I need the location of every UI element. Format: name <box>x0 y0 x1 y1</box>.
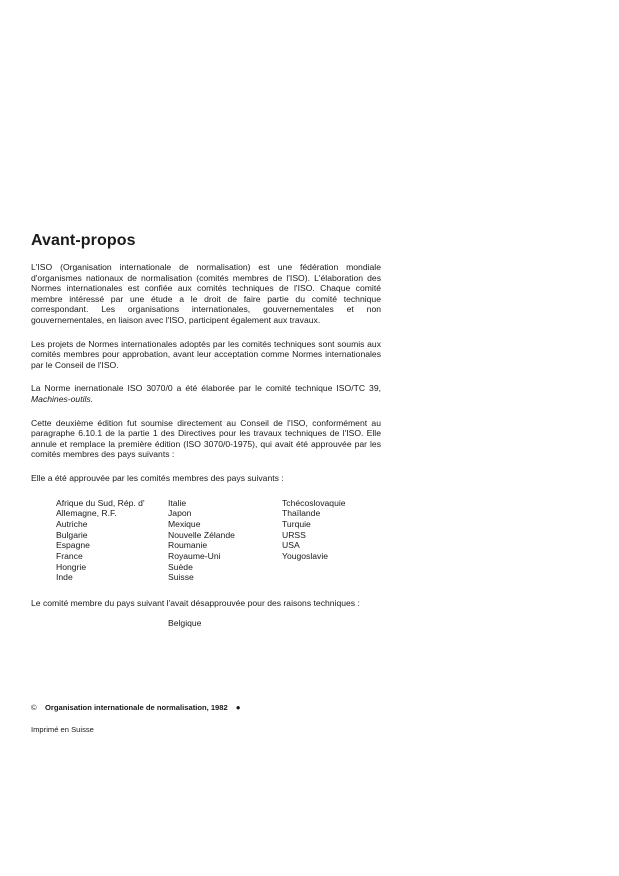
country-item: Bulgarie <box>56 529 88 540</box>
country-column-1 <box>56 498 145 584</box>
country-item: Allemagne, R.F. <box>56 508 117 519</box>
country-item: Espagne <box>56 540 90 551</box>
country-item: Hongrie <box>56 561 87 572</box>
printed-in: Imprimé en Suisse <box>31 725 94 734</box>
paragraph-second-edition: Cette deuxième édition fut soumise directement au Conseil de l'ISO, conformément au paragraphe 6.10.1 de la partie 1 des Directives pour les travaux techniques de l'ISO. Elle annule et remplace la première édition (ISO 3070/0-1975), qui avait été approuvée par les comités membres des pays suivants : <box>31 417 381 460</box>
country-item: Suède <box>168 561 193 572</box>
technical-committee-text: La Norme inernationale ISO 3070/0 a été élaborée par le comité technique ISO/TC 39, <box>31 383 381 394</box>
country-item: URSS <box>282 529 306 540</box>
country-item: Turquie <box>282 518 311 529</box>
country-item: Yougoslavie <box>282 551 329 562</box>
country-column-2 <box>168 498 235 584</box>
paragraph-approved-by: Elle a été approuvée par les comités membres des pays suivants : <box>31 472 284 483</box>
country-item: Italie <box>168 497 187 508</box>
foreword-section <box>31 232 381 628</box>
country-item: Afrique du Sud, Rép. d' <box>56 497 145 508</box>
country-item: USA <box>282 540 300 551</box>
country-item: France <box>56 551 83 562</box>
disapproving-country: Belgique <box>168 618 202 629</box>
country-item: Mexique <box>168 518 201 529</box>
approving-countries <box>31 498 381 586</box>
country-item: Inde <box>56 572 73 583</box>
page-title: Avant-propos <box>31 232 136 249</box>
copyright-icon: © <box>31 703 37 712</box>
copyright-text: Organisation internationale de normalisation, 1982 <box>45 703 228 712</box>
country-item: Royaume-Uni <box>168 551 221 562</box>
country-item: Tchécoslovaquie <box>282 497 346 508</box>
country-item: Autriche <box>56 518 88 529</box>
paragraph-technical-committee <box>31 383 381 404</box>
country-item: Japon <box>168 508 192 519</box>
country-item: Thaïlande <box>282 508 321 519</box>
country-item: Nouvelle Zélande <box>168 529 235 540</box>
paragraph-disapproved-by: Le comité membre du pays suivant l'avait désapprouvée pour des raisons techniques : <box>31 597 360 608</box>
paragraph-draft-standards: Les projets de Normes internationales adoptés par les comités techniques sont soumis aux comités membres pour approbation, avant leur acceptation comme Normes internationales par le Conseil de l'ISO. <box>31 338 381 370</box>
copyright-line <box>31 703 241 712</box>
country-item: Roumanie <box>168 540 208 551</box>
committee-name: Machines-outils. <box>31 393 94 404</box>
bullet-icon: ● <box>235 703 241 712</box>
paragraph-iso-intro: L'ISO (Organisation internationale de normalisation) est une fédération mondiale d'organismes nationaux de normalisation (comités membres de l'ISO). L'élaboration des Normes internationales est confiée aux comités techniques de l'ISO. Chaque comité membre intéressé par une étude a le droit de faire partie du comité technique correspondant. Les organisations internationales, gouvernementales et non gouvernementales, en liaison avec l'ISO, participent également aux travaux. <box>31 262 381 325</box>
country-column-3 <box>282 498 346 562</box>
country-item: Suisse <box>168 572 194 583</box>
